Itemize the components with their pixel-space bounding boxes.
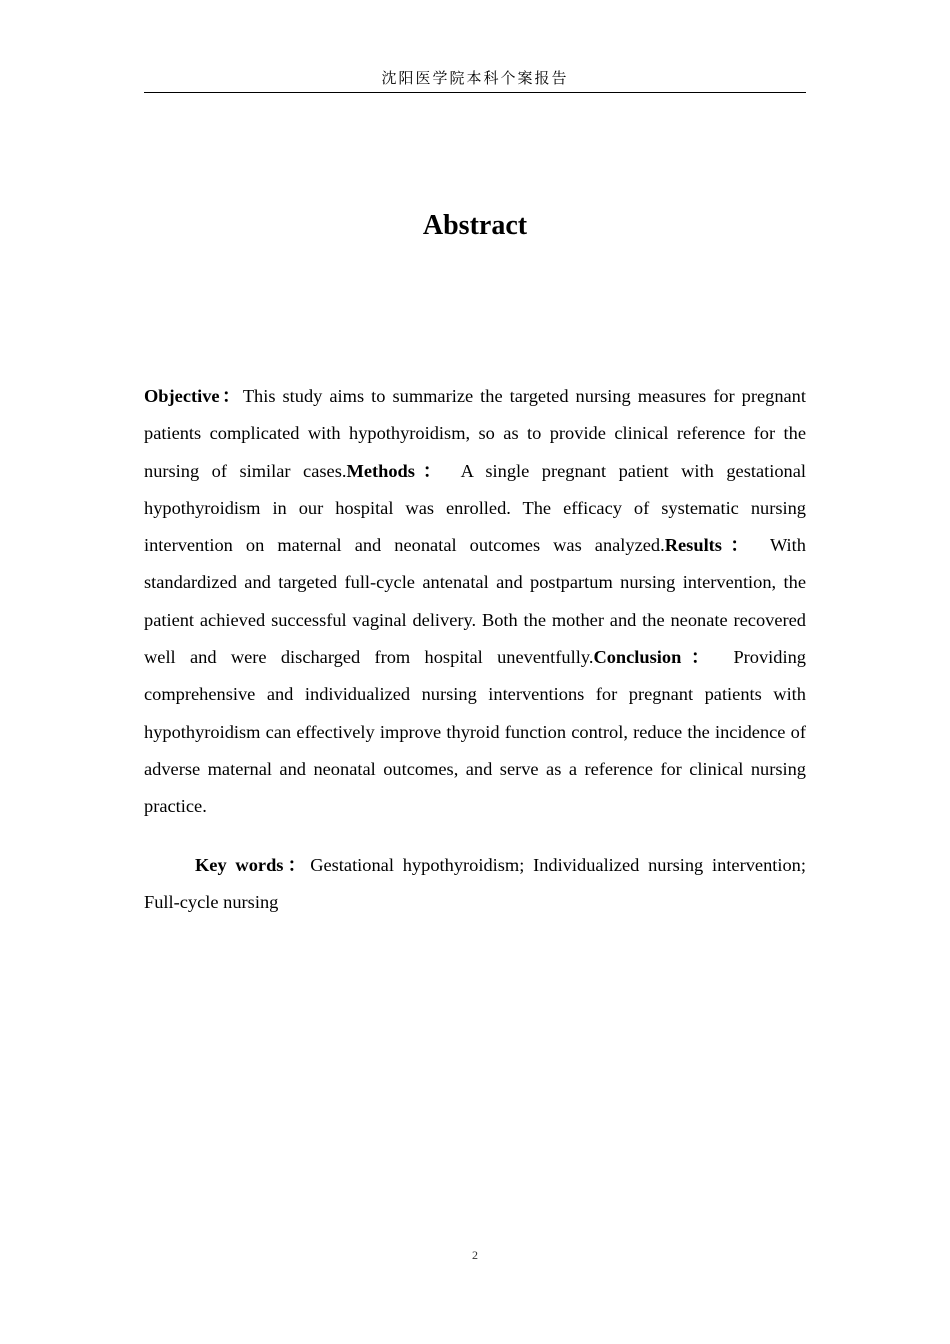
objective-label: Objective： (144, 386, 243, 406)
keywords-text: Gestational hypothyroidism; Individualized nursing intervention; Full-cycle nursing (144, 855, 806, 913)
abstract-paragraph (144, 378, 806, 826)
methods-label: Methods： (346, 460, 450, 481)
conclusion-label: Conclusion： (593, 647, 720, 668)
page-title: Abstract (422, 210, 528, 241)
results-text: With standardized and targeted full-cycle antenatal and postpartum nursing intervention, the patient achieved successful vaginal delivery. Both the mother and the neonate recovered well and were discharged from hospital uneventfully. (144, 535, 806, 668)
conclusion-text: Providing comprehensive and individualized nursing interventions for pregnant patients with hypothyroidism can effectively improve thyroid function control, reduce the incidence of adverse maternal and neonatal outcomes, and serve as a reference for clinical nursing practice. (144, 647, 806, 817)
header-text: 沈阳医学院本科个案报告 (381, 69, 569, 87)
page-number: 2 (472, 1248, 478, 1262)
keywords-label: Key words： (195, 855, 311, 875)
page-header (144, 68, 806, 93)
keywords-paragraph (144, 847, 806, 922)
objective-text: This study aims to summarize the targeted nursing measures for pregnant patients complicated with hypothyroidism, so as to provide clinical reference for the nursing of similar cases. (144, 386, 806, 481)
methods-text: A single pregnant patient with gestational hypothyroidism in our hospital was enrolled. The efficacy of systematic nursing intervention on maternal and neonatal outcomes was analyzed. (144, 460, 807, 556)
results-label: Results： (664, 535, 758, 556)
